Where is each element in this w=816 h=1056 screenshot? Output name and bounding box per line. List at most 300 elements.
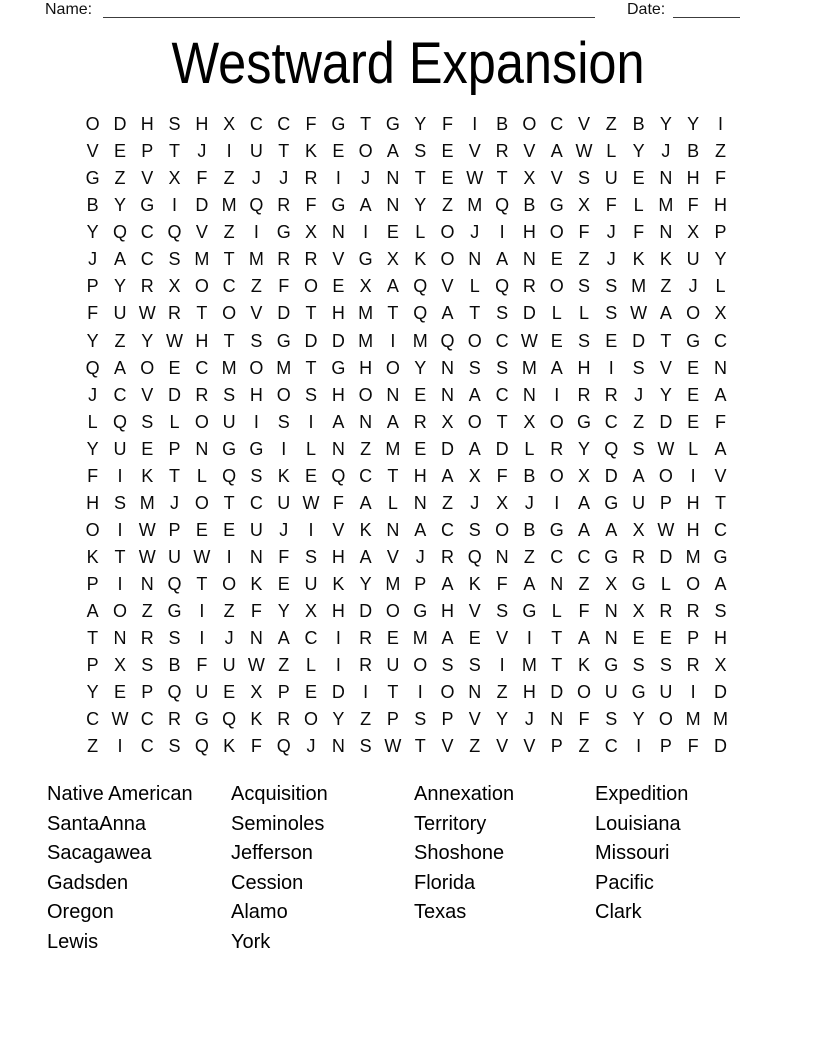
word-list-item: Native American — [47, 783, 193, 805]
word-list-item: Territory — [414, 812, 487, 835]
grid-letter: F — [578, 709, 590, 730]
grid-letter: A — [523, 574, 536, 595]
grid-letter: D — [522, 303, 536, 324]
grid-letter: A — [332, 411, 345, 432]
grid-letter: P — [386, 709, 399, 730]
grid-letter: J — [688, 276, 698, 297]
grid-letter: E — [113, 141, 126, 162]
grid-letter: O — [222, 303, 237, 324]
grid-letter: H — [577, 357, 591, 378]
grid-letter: A — [468, 384, 481, 405]
grid-letter: V — [659, 357, 672, 378]
grid-letter: S — [577, 168, 590, 189]
grid-letter: U — [304, 574, 318, 595]
grid-letter: Q — [167, 222, 182, 243]
grid-letter: F — [578, 601, 590, 622]
grid-letter: A — [86, 601, 99, 622]
grid-letter: I — [554, 384, 560, 405]
grid-letter: S — [659, 655, 672, 676]
date-fill-line — [673, 17, 740, 18]
grid-letter: M — [685, 709, 701, 730]
grid-letter: V — [523, 736, 536, 757]
grid-letter: F — [687, 736, 699, 757]
grid-letter: I — [226, 141, 232, 162]
grid-letter: Y — [86, 330, 99, 351]
grid-letter: T — [551, 655, 563, 676]
grid-letter: Z — [87, 736, 99, 757]
grid-letter: S — [496, 601, 509, 622]
grid-letter: C — [140, 736, 154, 757]
grid-letter: I — [335, 168, 341, 189]
grid-letter: U — [686, 249, 700, 270]
grid-letter: F — [87, 465, 99, 486]
grid-letter: N — [659, 168, 673, 189]
letter-grid — [79, 111, 734, 761]
grid-letter: X — [386, 249, 399, 270]
grid-letter: O — [440, 222, 455, 243]
grid-letter: M — [712, 709, 728, 730]
grid-letter: S — [305, 547, 318, 568]
grid-letter: C — [86, 709, 100, 730]
grid-letter: B — [523, 195, 536, 216]
grid-letter: U — [659, 682, 673, 703]
grid-letter: D — [441, 438, 454, 459]
grid-letter: U — [249, 141, 263, 162]
grid-letter: D — [495, 438, 509, 459]
grid-letter: O — [358, 141, 373, 162]
grid-letter: L — [524, 438, 535, 459]
grid-letter: A — [714, 384, 727, 405]
grid-letter: F — [250, 601, 262, 622]
grid-letter: Q — [249, 195, 264, 216]
grid-letter: X — [305, 601, 318, 622]
grid-letter: K — [414, 249, 427, 270]
grid-letter: B — [523, 465, 536, 486]
grid-letter: Z — [496, 682, 508, 703]
grid-letter: N — [331, 736, 345, 757]
grid-letter: A — [577, 628, 590, 649]
grid-letter: Z — [633, 411, 645, 432]
grid-letter: T — [387, 465, 399, 486]
grid-letter: B — [632, 114, 645, 135]
grid-letter: J — [634, 384, 644, 405]
grid-letter: E — [113, 682, 126, 703]
grid-letter: O — [686, 303, 701, 324]
grid-letter: Q — [85, 357, 100, 378]
grid-letter: Y — [632, 141, 645, 162]
grid-letter: V — [468, 141, 481, 162]
word-list-item: Alamo — [231, 901, 288, 924]
grid-letter: A — [441, 628, 454, 649]
grid-letter: Y — [141, 330, 154, 351]
grid-letter: D — [659, 547, 673, 568]
grid-letter: X — [714, 303, 727, 324]
grid-letter: G — [604, 492, 619, 513]
grid-letter: N — [522, 384, 536, 405]
grid-letter: I — [690, 682, 696, 703]
grid-letter: S — [632, 655, 645, 676]
grid-letter: N — [140, 574, 154, 595]
grid-letter: T — [223, 330, 235, 351]
grid-letter: S — [168, 736, 181, 757]
grid-letter: F — [633, 222, 645, 243]
grid-letter: I — [308, 411, 314, 432]
grid-letter: D — [604, 465, 618, 486]
grid-letter: Q — [194, 736, 209, 757]
grid-letter: A — [714, 574, 727, 595]
grid-letter: N — [331, 222, 345, 243]
grid-letter: U — [222, 411, 236, 432]
grid-letter: G — [222, 438, 237, 459]
grid-letter: X — [714, 655, 727, 676]
grid-letter: K — [468, 574, 481, 595]
grid-letter: O — [276, 384, 291, 405]
grid-letter: P — [86, 276, 99, 297]
grid-letter: O — [440, 682, 455, 703]
word-list-item: York — [231, 930, 271, 953]
grid-letter: K — [141, 465, 154, 486]
grid-letter: P — [141, 141, 154, 162]
grid-letter: Z — [278, 655, 290, 676]
grid-letter: X — [359, 276, 372, 297]
grid-letter: X — [250, 682, 263, 703]
grid-letter: P — [168, 438, 181, 459]
grid-letter: U — [222, 655, 236, 676]
grid-letter: M — [385, 574, 401, 595]
grid-letter: U — [632, 492, 646, 513]
grid-letter: T — [114, 547, 126, 568]
grid-letter: P — [414, 574, 427, 595]
grid-letter: Z — [114, 168, 126, 189]
grid-letter: Z — [141, 601, 153, 622]
grid-letter: D — [713, 736, 727, 757]
grid-letter: C — [550, 547, 564, 568]
grid-letter: C — [277, 114, 291, 135]
grid-letter: R — [277, 195, 291, 216]
grid-letter: T — [196, 574, 208, 595]
grid-letter: F — [496, 574, 508, 595]
grid-letter: I — [499, 222, 505, 243]
grid-letter: U — [113, 438, 127, 459]
grid-letter: Z — [223, 601, 235, 622]
grid-letter: W — [111, 709, 129, 730]
grid-letter: L — [633, 195, 644, 216]
grid-letter: Z — [660, 276, 672, 297]
grid-letter: X — [468, 465, 481, 486]
grid-letter: S — [632, 438, 645, 459]
grid-letter: S — [468, 519, 481, 540]
grid-letter: C — [713, 519, 727, 540]
grid-letter: A — [577, 492, 590, 513]
grid-letter: R — [140, 628, 154, 649]
grid-letter: X — [496, 492, 509, 513]
grid-letter: F — [605, 195, 617, 216]
grid-letter: L — [306, 655, 317, 676]
grid-letter: Q — [495, 195, 510, 216]
grid-letter: A — [496, 249, 509, 270]
grid-letter: H — [86, 492, 100, 513]
grid-letter: S — [359, 736, 372, 757]
grid-letter: T — [278, 141, 290, 162]
grid-letter: W — [138, 547, 156, 568]
grid-letter: E — [441, 141, 454, 162]
grid-letter: I — [717, 114, 723, 135]
grid-letter: O — [549, 276, 564, 297]
grid-letter: I — [117, 574, 123, 595]
grid-letter: O — [249, 357, 264, 378]
grid-letter: U — [604, 168, 618, 189]
grid-letter: F — [278, 276, 290, 297]
grid-letter: S — [141, 411, 154, 432]
grid-letter: Y — [332, 709, 345, 730]
grid-letter: V — [332, 519, 345, 540]
grid-letter: Y — [659, 384, 672, 405]
grid-letter: W — [384, 736, 402, 757]
word-list-item: Sacagawea — [47, 842, 152, 865]
grid-letter: N — [249, 547, 263, 568]
grid-letter: X — [605, 574, 618, 595]
grid-letter: N — [713, 357, 727, 378]
word-list-column — [231, 780, 328, 958]
word-list-item: Pacific — [595, 871, 654, 894]
grid-letter: P — [714, 222, 727, 243]
grid-letter: C — [359, 465, 373, 486]
grid-letter: I — [472, 114, 478, 135]
grid-letter: V — [250, 303, 263, 324]
grid-letter: O — [85, 114, 100, 135]
grid-letter: P — [141, 682, 154, 703]
grid-letter: N — [604, 601, 618, 622]
grid-letter: O — [658, 465, 673, 486]
grid-letter: R — [413, 411, 427, 432]
grid-letter: A — [386, 276, 399, 297]
grid-letter: E — [414, 438, 427, 459]
grid-letter: A — [605, 519, 618, 540]
grid-letter: V — [332, 249, 345, 270]
grid-letter: H — [359, 357, 373, 378]
grid-letter: V — [523, 141, 536, 162]
grid-letter: R — [359, 628, 373, 649]
word-list-column — [47, 780, 193, 958]
grid-letter: E — [632, 628, 645, 649]
grid-letter: N — [659, 222, 673, 243]
grid-letter: R — [604, 384, 618, 405]
grid-letter: H — [441, 601, 454, 622]
grid-letter: K — [250, 709, 263, 730]
grid-letter: Y — [414, 114, 427, 135]
grid-letter: A — [414, 519, 427, 540]
grid-letter: R — [195, 384, 209, 405]
grid-letter: N — [331, 438, 345, 459]
grid-letter: G — [276, 222, 291, 243]
grid-letter: Q — [440, 330, 455, 351]
grid-letter: I — [335, 655, 341, 676]
grid-letter: S — [223, 384, 236, 405]
grid-letter: R — [686, 601, 700, 622]
grid-letter: W — [657, 519, 675, 540]
grid-letter: N — [413, 492, 427, 513]
grid-letter: M — [521, 655, 537, 676]
grid-letter: J — [197, 141, 207, 162]
grid-letter: A — [359, 195, 372, 216]
grid-letter: C — [249, 492, 263, 513]
grid-letter: F — [196, 655, 208, 676]
grid-letter: G — [604, 655, 619, 676]
grid-letter: V — [386, 547, 399, 568]
date-label: Date: — [627, 1, 666, 18]
grid-letter: L — [306, 438, 317, 459]
grid-letter: R — [304, 249, 318, 270]
grid-letter: S — [496, 303, 509, 324]
grid-letter: E — [386, 222, 399, 243]
grid-letter: I — [253, 222, 259, 243]
grid-letter: E — [687, 384, 700, 405]
grid-letter: U — [249, 519, 263, 540]
grid-letter: O — [413, 655, 428, 676]
word-list-item: Expedition — [595, 783, 689, 805]
grid-letter: M — [521, 357, 537, 378]
grid-letter: H — [140, 114, 154, 135]
grid-letter: T — [387, 303, 399, 324]
grid-letter: Y — [714, 249, 727, 270]
grid-letter: T — [414, 168, 426, 189]
grid-letter: A — [441, 303, 454, 324]
grid-letter: O — [194, 411, 209, 432]
grid-letter: U — [386, 655, 400, 676]
grid-letter: J — [661, 141, 671, 162]
word-list-column — [414, 780, 514, 928]
grid-letter: Z — [578, 574, 590, 595]
grid-letter: C — [140, 709, 154, 730]
grid-letter: Q — [604, 438, 619, 459]
grid-letter: H — [249, 384, 263, 405]
grid-letter: W — [166, 330, 184, 351]
grid-letter: D — [168, 384, 182, 405]
grid-letter: O — [222, 574, 237, 595]
grid-letter: Z — [223, 222, 235, 243]
grid-letter: J — [415, 547, 425, 568]
grid-letter: F — [578, 222, 590, 243]
grid-letter: Y — [414, 195, 427, 216]
grid-letter: Z — [578, 736, 590, 757]
grid-letter: W — [466, 168, 484, 189]
grid-letter: P — [687, 628, 700, 649]
grid-letter: Q — [167, 574, 182, 595]
grid-letter: R — [304, 168, 318, 189]
grid-letter: Z — [578, 249, 590, 270]
grid-letter: R — [686, 655, 700, 676]
grid-letter: G — [604, 547, 619, 568]
grid-letter: V — [141, 384, 154, 405]
grid-letter: G — [331, 357, 346, 378]
grid-letter: R — [168, 303, 182, 324]
grid-letter: O — [549, 411, 564, 432]
grid-letter: G — [194, 709, 209, 730]
grid-letter: M — [221, 195, 237, 216]
grid-letter: M — [631, 276, 647, 297]
word-list-item: Shoshone — [414, 842, 505, 865]
grid-letter: M — [358, 330, 374, 351]
grid-letter: O — [304, 709, 319, 730]
grid-letter: R — [495, 141, 509, 162]
grid-letter: O — [522, 114, 537, 135]
grid-letter: C — [304, 628, 318, 649]
grid-letter: Y — [113, 276, 126, 297]
grid-letter: I — [308, 519, 314, 540]
grid-letter: P — [86, 574, 99, 595]
grid-letter: F — [714, 411, 726, 432]
grid-letter: N — [113, 628, 127, 649]
grid-letter: R — [168, 709, 182, 730]
grid-letter: E — [223, 519, 236, 540]
grid-letter: S — [250, 330, 263, 351]
grid-letter: I — [117, 519, 123, 540]
grid-letter: O — [549, 465, 564, 486]
grid-letter: X — [577, 195, 590, 216]
grid-letter: L — [606, 141, 617, 162]
grid-letter: N — [195, 438, 209, 459]
grid-letter: J — [251, 168, 261, 189]
grid-letter: C — [113, 384, 127, 405]
grid-letter: H — [195, 330, 209, 351]
grid-letter: A — [550, 141, 563, 162]
grid-letter: Q — [495, 276, 510, 297]
grid-letter: G — [549, 519, 564, 540]
grid-letter: E — [332, 141, 345, 162]
grid-letter: J — [470, 492, 480, 513]
grid-letter: L — [551, 303, 562, 324]
grid-letter: I — [335, 628, 341, 649]
grid-letter: O — [85, 519, 100, 540]
grid-letter: W — [138, 519, 156, 540]
grid-letter: X — [113, 655, 126, 676]
grid-letter: S — [605, 709, 618, 730]
grid-letter: N — [249, 628, 263, 649]
grid-letter: D — [632, 330, 646, 351]
grid-letter: Q — [222, 465, 237, 486]
grid-letter: S — [632, 357, 645, 378]
grid-letter: O — [304, 276, 319, 297]
grid-letter: B — [687, 141, 700, 162]
grid-letter: M — [658, 195, 674, 216]
grid-letter: F — [250, 736, 262, 757]
grid-letter: I — [363, 222, 369, 243]
grid-letter: J — [524, 492, 534, 513]
grid-letter: O — [576, 682, 591, 703]
grid-letter: O — [140, 357, 155, 378]
grid-letter: V — [86, 141, 99, 162]
grid-letter: N — [441, 384, 454, 405]
grid-letter: S — [168, 249, 181, 270]
grid-letter: N — [359, 411, 373, 432]
grid-letter: Y — [277, 601, 290, 622]
grid-letter: L — [578, 303, 589, 324]
grid-letter: Y — [86, 222, 99, 243]
grid-letter: E — [687, 411, 700, 432]
grid-letter: F — [305, 195, 317, 216]
grid-letter: N — [441, 357, 454, 378]
grid-letter: M — [221, 357, 237, 378]
grid-letter: J — [606, 249, 616, 270]
grid-letter: I — [499, 655, 505, 676]
grid-letter: N — [495, 547, 509, 568]
grid-letter: G — [686, 330, 701, 351]
grid-letter: T — [714, 492, 726, 513]
grid-letter: W — [138, 303, 156, 324]
grid-letter: R — [659, 601, 673, 622]
grid-letter: C — [550, 114, 564, 135]
grid-letter: L — [551, 601, 562, 622]
